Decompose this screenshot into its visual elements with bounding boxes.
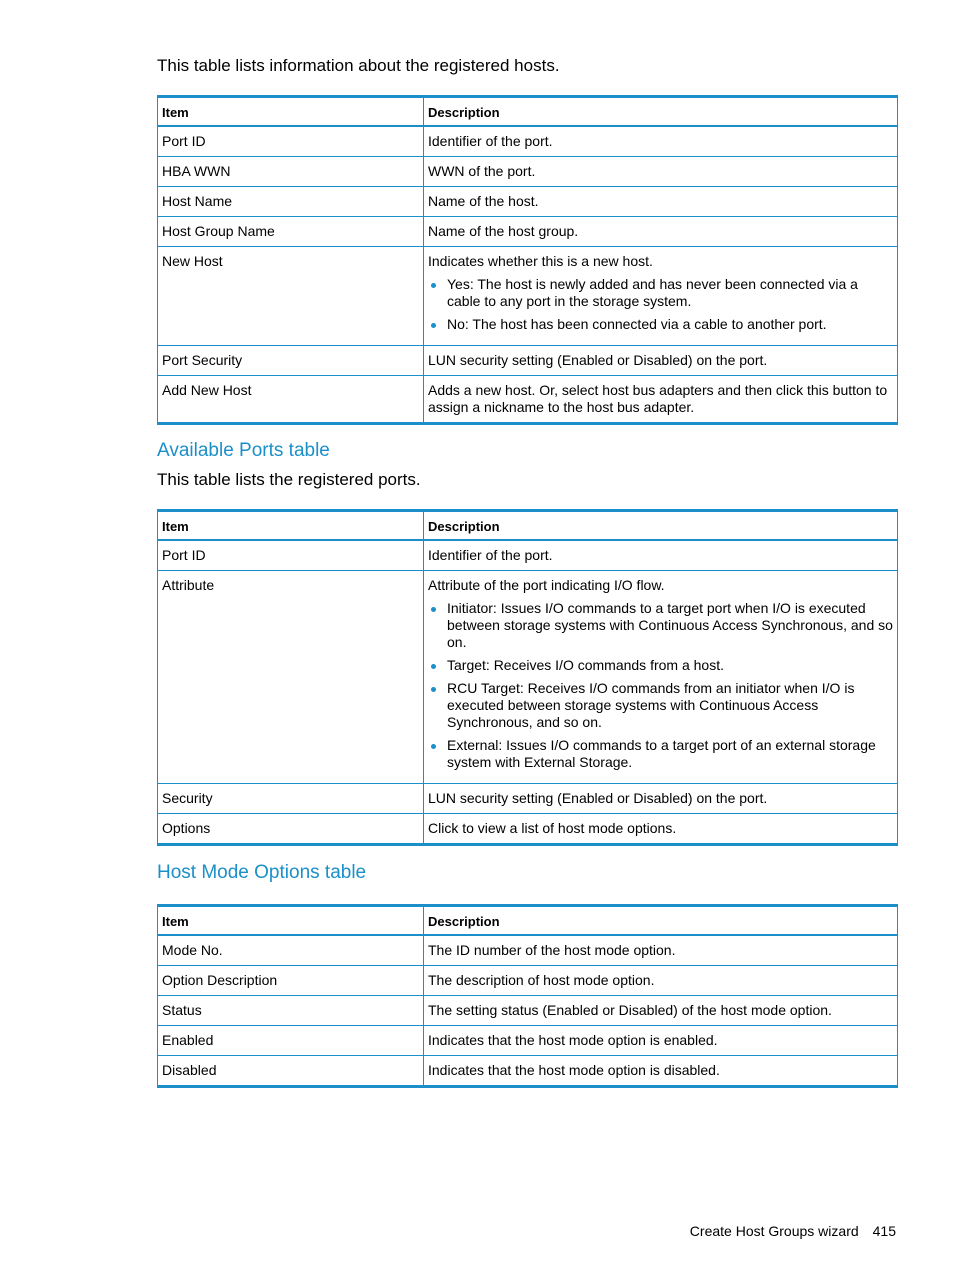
bullet-list xyxy=(428,276,893,333)
table-row xyxy=(158,156,898,186)
table-row xyxy=(158,345,898,375)
row-item: Status xyxy=(158,995,424,1025)
row-item: Security xyxy=(158,783,424,813)
table-row xyxy=(158,375,898,423)
table-row xyxy=(158,126,898,157)
intro-registered-ports: This table lists the registered ports. xyxy=(157,470,421,489)
row-description: LUN security setting (Enabled or Disabled) on the port. xyxy=(424,345,898,375)
column-header-item: Item xyxy=(158,906,424,935)
table-row xyxy=(158,570,898,783)
row-description-text: Indicates whether this is a new host. xyxy=(428,252,653,269)
row-description: Indicates that the host mode option is enabled. xyxy=(424,1025,898,1055)
section-heading-host-mode-options: Host Mode Options table xyxy=(157,862,367,883)
bullet-item: External: Issues I/O commands to a target port of an external storage system with External Storage. xyxy=(447,737,893,771)
column-header-item: Item xyxy=(158,511,424,540)
page-number: 415 xyxy=(872,1223,896,1239)
column-header-description: Description xyxy=(424,511,898,540)
host-mode-options-table xyxy=(157,904,898,1088)
row-item: Host Group Name xyxy=(158,216,424,246)
column-header-item: Item xyxy=(158,97,424,126)
column-header-description: Description xyxy=(424,97,898,126)
row-description: WWN of the port. xyxy=(424,156,898,186)
row-description: The setting status (Enabled or Disabled) of the host mode option. xyxy=(424,995,898,1025)
row-item: Port ID xyxy=(158,126,424,157)
row-description: Indicates that the host mode option is disabled. xyxy=(424,1055,898,1086)
bullet-item: No: The host has been connected via a cable to another port. xyxy=(447,316,893,333)
section-heading-available-ports: Available Ports table xyxy=(157,440,330,461)
row-item: Port Security xyxy=(158,345,424,375)
row-item: Option Description xyxy=(158,965,424,995)
row-description: Name of the host group. xyxy=(424,216,898,246)
table-row xyxy=(158,186,898,216)
row-description: Adds a new host. Or, select host bus adapters and then click this button to assign a nickname to the host bus adapter. xyxy=(424,375,898,423)
page-footer xyxy=(690,1223,896,1240)
bullet-item: RCU Target: Receives I/O commands from an initiator when I/O is executed between storage systems with Continuous Access Synchronous, and so on. xyxy=(447,680,893,731)
row-description: Identifier of the port. xyxy=(424,540,898,571)
column-header-description: Description xyxy=(424,906,898,935)
row-item: Add New Host xyxy=(158,375,424,423)
row-item: Attribute xyxy=(158,570,424,783)
table-header-row xyxy=(158,511,898,540)
table-header-row xyxy=(158,906,898,935)
table-row xyxy=(158,813,898,844)
bullet-list xyxy=(428,600,893,771)
table-row xyxy=(158,995,898,1025)
bullet-item: Yes: The host is newly added and has never been connected via a cable to any port in the storage system. xyxy=(447,276,893,310)
row-description: Click to view a list of host mode options. xyxy=(424,813,898,844)
row-item: Disabled xyxy=(158,1055,424,1086)
table-row xyxy=(158,246,898,345)
registered-hosts-table xyxy=(157,95,898,425)
table-row xyxy=(158,783,898,813)
row-description: Name of the host. xyxy=(424,186,898,216)
row-description: The ID number of the host mode option. xyxy=(424,935,898,966)
row-item: Mode No. xyxy=(158,935,424,966)
footer-title: Create Host Groups wizard xyxy=(689,1223,859,1239)
row-item: HBA WWN xyxy=(158,156,424,186)
available-ports-table xyxy=(157,509,898,846)
row-description: LUN security setting (Enabled or Disabled) on the port. xyxy=(424,783,898,813)
intro-registered-hosts: This table lists information about the registered hosts. xyxy=(157,56,560,75)
row-description: Identifier of the port. xyxy=(424,126,898,157)
table-row xyxy=(158,216,898,246)
row-item: Enabled xyxy=(158,1025,424,1055)
table-header-row xyxy=(158,97,898,126)
row-description xyxy=(424,246,898,345)
row-item: Port ID xyxy=(158,540,424,571)
row-description: The description of host mode option. xyxy=(424,965,898,995)
bullet-item: Initiator: Issues I/O commands to a target port when I/O is executed between storage systems with Continuous Access Synchronous, and so on. xyxy=(447,599,893,650)
row-item: Options xyxy=(158,813,424,844)
row-item: Host Name xyxy=(158,186,424,216)
table-row xyxy=(158,1025,898,1055)
row-description-text: Attribute of the port indicating I/O flow. xyxy=(428,576,665,593)
row-description xyxy=(424,570,898,783)
table-row xyxy=(158,540,898,571)
row-item: New Host xyxy=(158,246,424,345)
table-row xyxy=(158,935,898,966)
bullet-item: Target: Receives I/O commands from a host. xyxy=(447,657,893,674)
table-row xyxy=(158,1055,898,1086)
table-row xyxy=(158,965,898,995)
